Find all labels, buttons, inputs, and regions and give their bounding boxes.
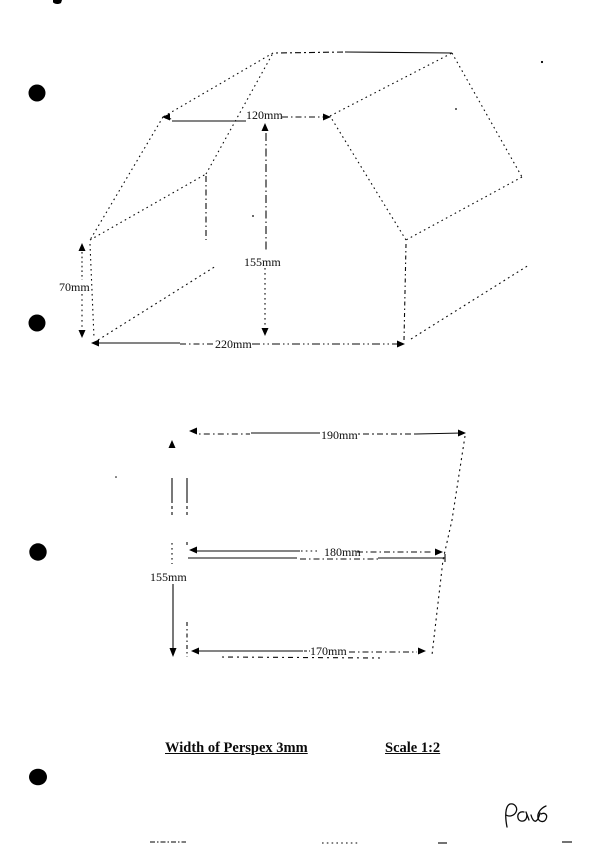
arrowhead-right-icon: [458, 430, 466, 437]
floor-edge-left: [98, 266, 216, 340]
arrowhead-right-icon: [397, 341, 405, 348]
arrowhead-left-icon: [162, 114, 170, 121]
hole-punch: [29, 543, 46, 560]
top-view-drawing: [79, 52, 530, 348]
bottom-panel-drawing: [169, 428, 467, 659]
panel-middle-edge: [188, 554, 445, 562]
left-panel-outline: [90, 53, 273, 240]
caption-material: Width of Perspex 3mm: [165, 740, 308, 756]
front-right-edge: [404, 244, 406, 340]
top-back-edge-solid: [345, 52, 452, 53]
dimension-labels: [59, 108, 361, 658]
dimension-180mm: [189, 547, 443, 556]
dimension-label-155mm-top: 155mm: [244, 255, 281, 269]
dimension-170mm: [191, 648, 426, 655]
arrowhead-up-icon: [79, 243, 86, 251]
floor-edge-right: [411, 265, 529, 339]
arrowhead-up-icon: [262, 123, 269, 131]
hole-punch: [29, 769, 47, 786]
dimension-155mm-side: [169, 440, 177, 657]
dimension-label-170mm: 170mm: [310, 644, 347, 658]
arrowhead-up-icon: [169, 440, 176, 448]
hole-punch: [29, 85, 46, 102]
top-back-edge-dashed: [276, 52, 345, 53]
dimension-155mm-top: [262, 123, 269, 336]
arrowhead-down-icon: [170, 648, 177, 657]
right-panel-outline: [330, 53, 522, 240]
arrowhead-down-icon: [79, 330, 86, 338]
dimension-label-70mm: 70mm: [59, 280, 90, 294]
dimension-label-220mm: 220mm: [215, 337, 252, 351]
arrowhead-left-icon: [189, 428, 197, 435]
scan-artifacts: [53, 0, 572, 843]
arrowhead-right-icon: [418, 648, 426, 655]
dimension-label-120mm: 120mm: [246, 108, 283, 122]
dimension-label-155mm-side: 155mm: [150, 570, 187, 584]
front-left-edge: [90, 244, 94, 338]
page-edge-mark: [53, 0, 62, 4]
panel-bottom-edge: [222, 657, 380, 658]
arrowhead-right-icon: [323, 114, 331, 121]
signature-handwriting: [506, 804, 547, 827]
arrowhead-left-icon: [189, 547, 197, 554]
panel-right-edge: [432, 436, 465, 655]
caption-scale: Scale 1:2: [385, 740, 441, 756]
arrowhead-down-icon: [262, 328, 269, 336]
arrowhead-left-icon: [191, 648, 199, 655]
dimension-label-180mm: 180mm: [324, 545, 361, 559]
arrowhead-right-icon: [435, 549, 443, 556]
hole-punches: [29, 85, 48, 786]
hole-punch: [29, 315, 46, 332]
dimension-label-190mm: 190mm: [321, 428, 358, 442]
arrowhead-left-icon: [91, 340, 99, 347]
